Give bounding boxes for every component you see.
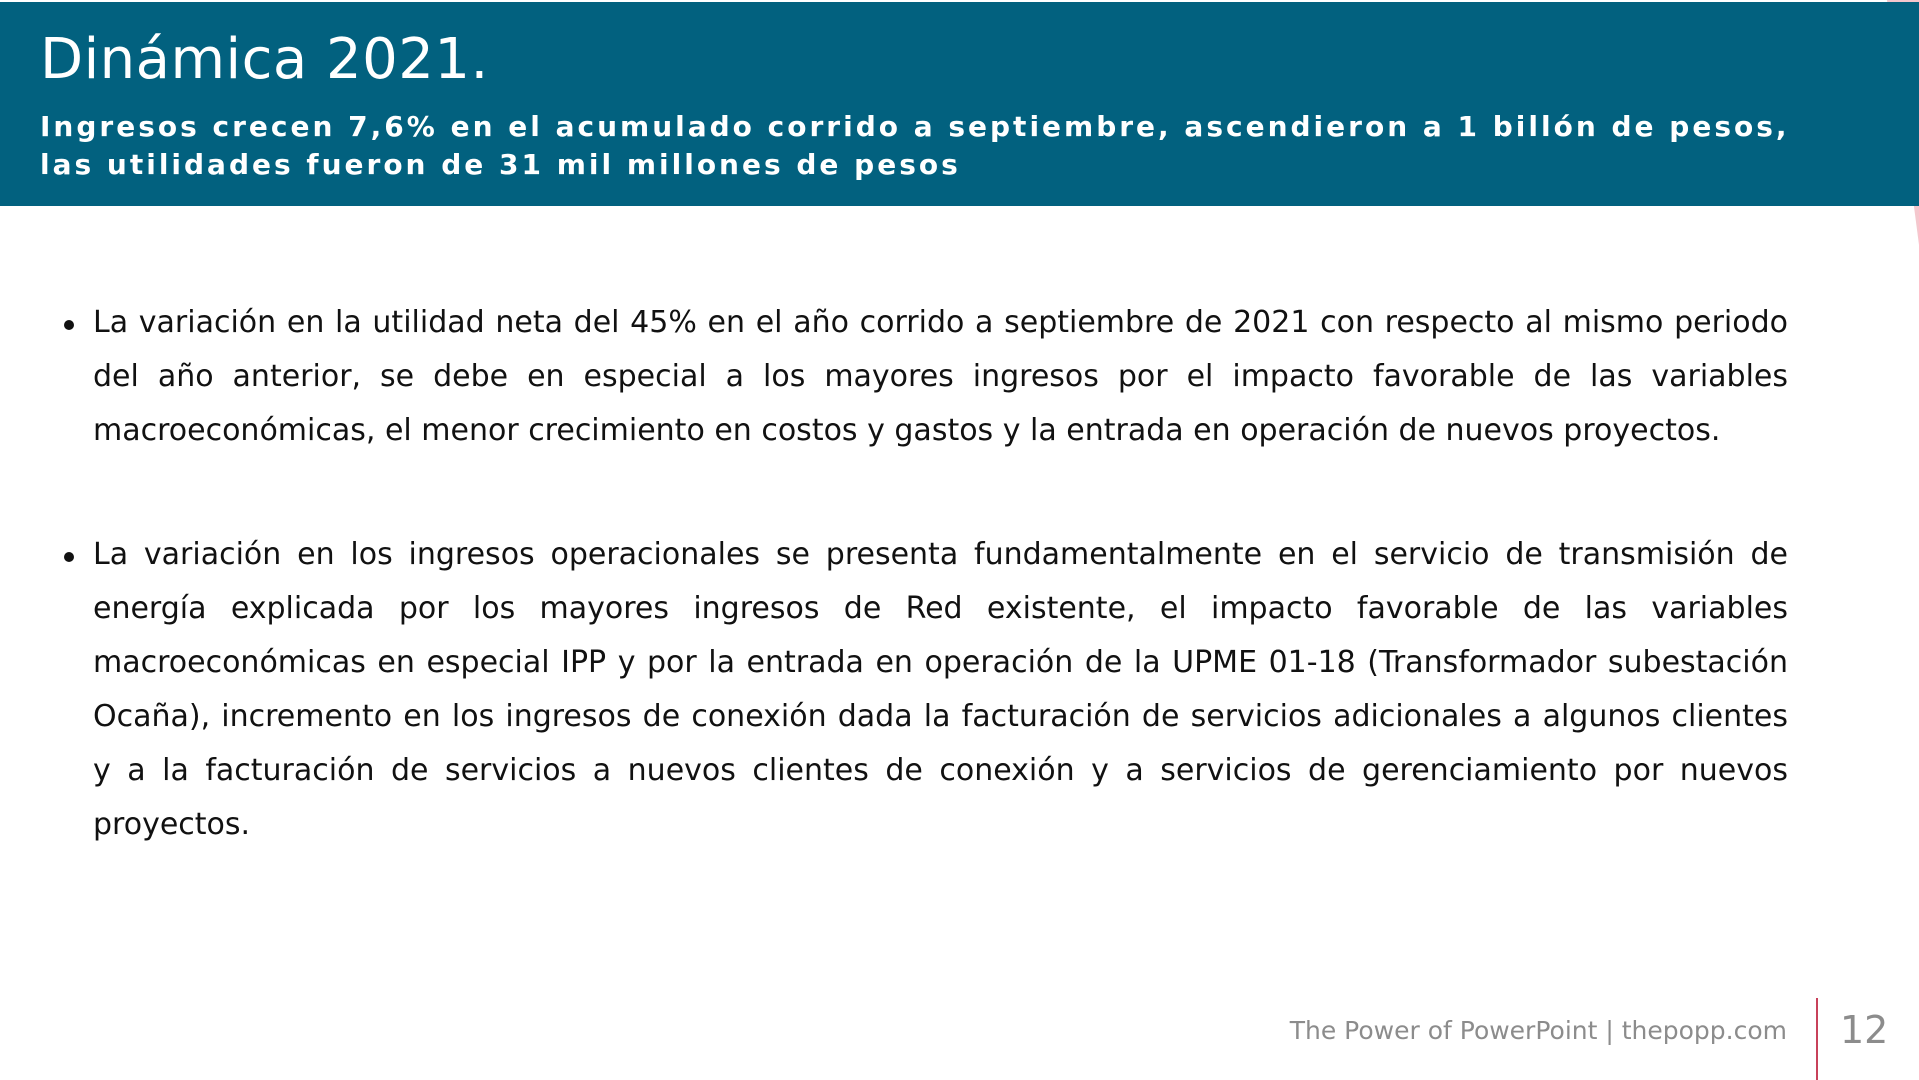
bullet-list: [60, 296, 1788, 852]
bullet-item: [60, 296, 1788, 458]
header-band: [0, 2, 1919, 206]
bullet-item: [60, 528, 1788, 852]
bullet-dot-icon: [64, 552, 74, 562]
page-number: 12: [1840, 1008, 1889, 1052]
bullet-text: La variación en la utilidad neta del 45% en el año corrido a septiembre de 2021 con respecto al mismo periodo del año anterior, se debe en especial a los mayores ingresos por el impacto favorable de las variables macroeconómicas, el menor crecimiento en costos y gastos y la entrada en operación de nuevos proyectos.: [93, 305, 1788, 448]
slide-subtitle: Ingresos crecen 7,6% en el acumulado corrido a septiembre, ascendieron a 1 billón de pesos, las utilidades fueron de 31 mil millones de pesos: [40, 110, 1790, 181]
slide-title: Dinámica 2021.: [40, 27, 489, 92]
footer-divider: [1816, 998, 1818, 1080]
bullet-text: La variación en los ingresos operacionales se presenta fundamentalmente en el servicio de transmisión de energía explicada por los mayores ingresos de Red existente, el impacto favorable de las variables macroeconómicas en especial IPP y por la entrada en operación de la UPME 01-18 (Transformador subestación Ocaña), incremento en los ingresos de conexión dada la facturación de servicios adicionales a algunos clientes y a la facturación de servicios a nuevos clientes de conexión y a servicios de gerenciamiento por nuevos proyectos.: [93, 537, 1788, 842]
footer-credit: The Power of PowerPoint | thepopp.com: [1289, 1016, 1787, 1045]
bullet-dot-icon: [64, 320, 74, 330]
